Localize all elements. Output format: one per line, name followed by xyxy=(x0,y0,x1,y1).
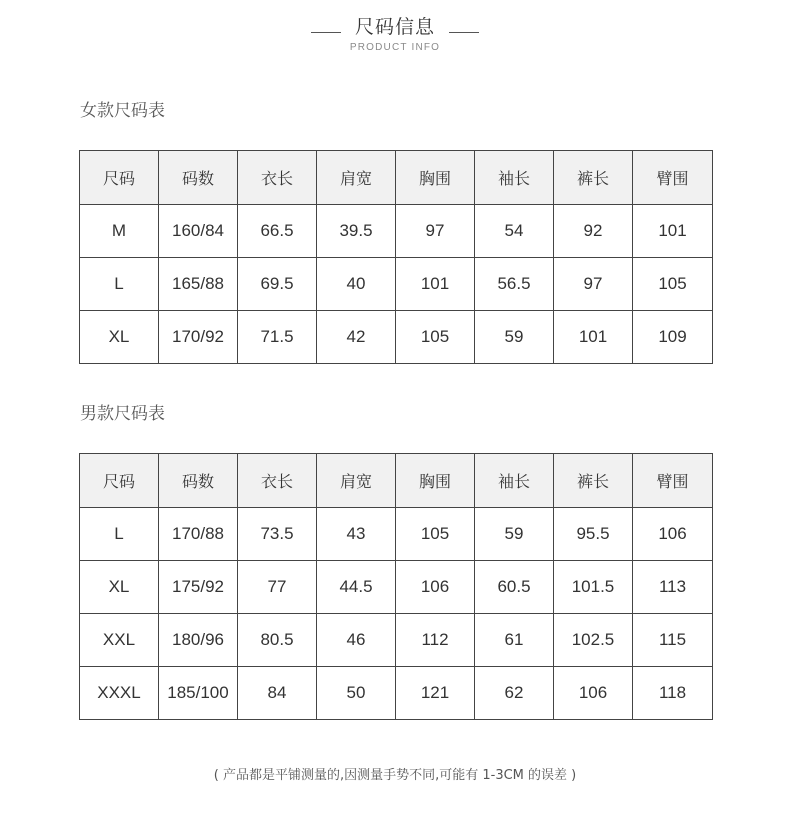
table-cell: 170/88 xyxy=(159,508,238,561)
table-cell: 106 xyxy=(633,508,713,561)
column-header: 衣长 xyxy=(238,454,317,508)
column-header: 胸围 xyxy=(396,454,475,508)
table-row xyxy=(80,508,713,561)
table-cell: 121 xyxy=(396,667,475,720)
table-cell: XL xyxy=(80,561,159,614)
table-cell: 56.5 xyxy=(475,258,554,311)
column-header: 裤长 xyxy=(554,454,633,508)
table-cell: 112 xyxy=(396,614,475,667)
table-cell: 62 xyxy=(475,667,554,720)
men-size-chart-title: 男款尺码表 xyxy=(80,404,165,424)
table-cell: 59 xyxy=(475,311,554,364)
table-cell: 80.5 xyxy=(238,614,317,667)
table-cell: 106 xyxy=(554,667,633,720)
table-cell: XL xyxy=(80,311,159,364)
table-cell: 60.5 xyxy=(475,561,554,614)
table-header-row xyxy=(80,454,713,508)
table-cell: 118 xyxy=(633,667,713,720)
women-size-chart-title: 女款尺码表 xyxy=(80,101,165,121)
table-header-row xyxy=(80,151,713,205)
table-row xyxy=(80,667,713,720)
table-cell: 73.5 xyxy=(238,508,317,561)
table-cell: 165/88 xyxy=(159,258,238,311)
column-header: 码数 xyxy=(159,454,238,508)
table-cell: 54 xyxy=(475,205,554,258)
table-cell: 59 xyxy=(475,508,554,561)
table-cell: 170/92 xyxy=(159,311,238,364)
table-cell: XXL xyxy=(80,614,159,667)
table-cell: 97 xyxy=(554,258,633,311)
table-cell: 92 xyxy=(554,205,633,258)
table-cell: 40 xyxy=(317,258,396,311)
table-cell: 50 xyxy=(317,667,396,720)
table-cell: 113 xyxy=(633,561,713,614)
column-header: 臂围 xyxy=(633,151,713,205)
column-header: 肩宽 xyxy=(317,454,396,508)
measurement-note: ( 产品都是平铺测量的,因测量手势不同,可能有 1-3CM 的误差 ) xyxy=(213,768,577,783)
table-row xyxy=(80,561,713,614)
table-cell: 105 xyxy=(396,311,475,364)
column-header: 袖长 xyxy=(475,151,554,205)
table-cell: 44.5 xyxy=(317,561,396,614)
table-cell: 77 xyxy=(238,561,317,614)
title-rule-right xyxy=(449,32,479,33)
page-title: 尺码信息 xyxy=(354,16,435,38)
men-size-table xyxy=(79,453,713,720)
table-cell: 69.5 xyxy=(238,258,317,311)
table-cell: 102.5 xyxy=(554,614,633,667)
table-cell: 101.5 xyxy=(554,561,633,614)
table-cell: L xyxy=(80,508,159,561)
column-header: 肩宽 xyxy=(317,151,396,205)
table-cell: M xyxy=(80,205,159,258)
page-header xyxy=(0,0,790,70)
table-cell: 160/84 xyxy=(159,205,238,258)
table-cell: 101 xyxy=(396,258,475,311)
table-cell: 101 xyxy=(633,205,713,258)
table-row xyxy=(80,614,713,667)
column-header: 臂围 xyxy=(633,454,713,508)
table-cell: 66.5 xyxy=(238,205,317,258)
table-cell: 109 xyxy=(633,311,713,364)
table-cell: 185/100 xyxy=(159,667,238,720)
table-cell: 175/92 xyxy=(159,561,238,614)
column-header: 胸围 xyxy=(396,151,475,205)
table-cell: 95.5 xyxy=(554,508,633,561)
table-cell: L xyxy=(80,258,159,311)
table-cell: 106 xyxy=(396,561,475,614)
column-header: 尺码 xyxy=(80,151,159,205)
table-row xyxy=(80,311,713,364)
table-cell: 97 xyxy=(396,205,475,258)
table-cell: 84 xyxy=(238,667,317,720)
column-header: 尺码 xyxy=(80,454,159,508)
table-cell: XXXL xyxy=(80,667,159,720)
page-subtitle: PRODUCT INFO xyxy=(349,42,441,53)
table-cell: 43 xyxy=(317,508,396,561)
table-row xyxy=(80,258,713,311)
table-row xyxy=(80,205,713,258)
table-cell: 115 xyxy=(633,614,713,667)
table-cell: 180/96 xyxy=(159,614,238,667)
table-cell: 105 xyxy=(633,258,713,311)
table-cell: 101 xyxy=(554,311,633,364)
table-cell: 105 xyxy=(396,508,475,561)
column-header: 衣长 xyxy=(238,151,317,205)
table-cell: 46 xyxy=(317,614,396,667)
column-header: 码数 xyxy=(159,151,238,205)
women-size-table xyxy=(79,150,713,364)
column-header: 裤长 xyxy=(554,151,633,205)
table-cell: 71.5 xyxy=(238,311,317,364)
table-cell: 61 xyxy=(475,614,554,667)
table-cell: 39.5 xyxy=(317,205,396,258)
column-header: 袖长 xyxy=(475,454,554,508)
table-cell: 42 xyxy=(317,311,396,364)
